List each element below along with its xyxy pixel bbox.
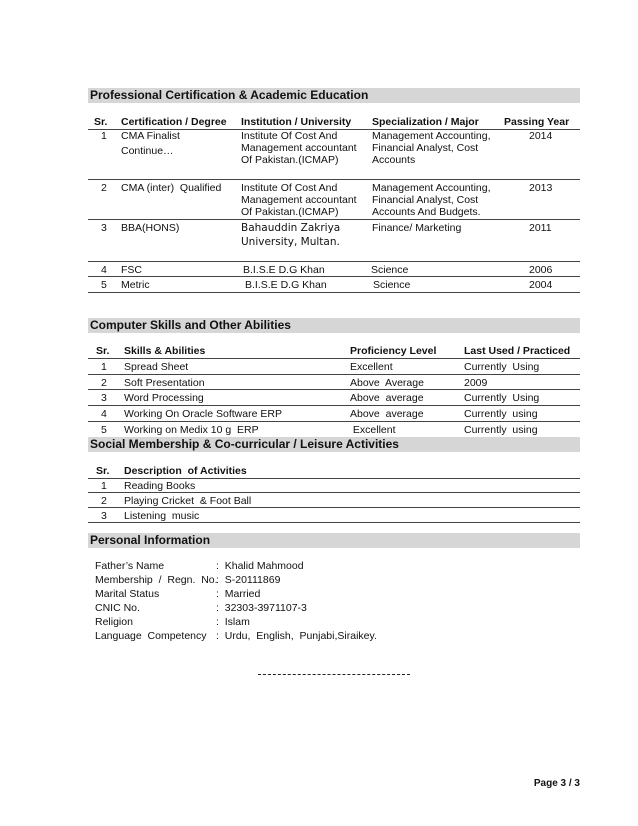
edu-sr: 2 (101, 182, 107, 194)
edu-header-major: Specialization / Major (372, 116, 479, 128)
skill-name: Soft Presentation (124, 377, 205, 389)
personal-heading: Personal Information (88, 533, 580, 548)
edu-year: 2006 (529, 264, 553, 276)
edu-degree: CMA Finalist (121, 130, 180, 142)
edu-degree: BBA(HONS) (121, 222, 180, 234)
skill-last: Currently using (464, 424, 538, 436)
skill-sr: 3 (101, 392, 107, 404)
skill-level: Excellent (350, 424, 396, 436)
edu-row-rule (88, 276, 580, 277)
edu-sr: 5 (101, 279, 107, 291)
skill-level: Above average (350, 392, 424, 404)
edu-sr: 4 (101, 264, 107, 276)
skills-heading: Computer Skills and Other Abilities (88, 318, 580, 333)
personal-value: : Married (216, 588, 261, 600)
skill-row-rule (88, 421, 580, 422)
activity-row-rule (88, 492, 580, 493)
activity-row-rule (88, 507, 580, 508)
personal-label: Religion (95, 616, 133, 628)
skill-sr: 4 (101, 408, 107, 420)
skill-row-rule (88, 374, 580, 375)
personal-label: CNIC No. (95, 602, 140, 614)
skills-header-rule (88, 358, 580, 359)
edu-header-sr: Sr. (94, 116, 108, 128)
edu-row-rule (88, 179, 580, 180)
edu-institution: Management accountant (241, 142, 357, 154)
skill-name: Word Processing (124, 392, 204, 404)
skill-last: Currently Using (464, 361, 540, 373)
skill-level: Excellent (350, 361, 393, 373)
activity-sr: 1 (101, 480, 107, 492)
activity-desc: Reading Books (124, 480, 196, 492)
personal-value: : 32303-3971107-3 (216, 602, 307, 614)
edu-major: Science (371, 264, 409, 276)
personal-value: : S-20111869 (216, 574, 281, 586)
education-heading: Professional Certification & Academic Education (88, 88, 580, 103)
personal-value: : Urdu, English, Punjabi,Siraikey. (216, 630, 377, 642)
skill-row-rule (88, 405, 580, 406)
skill-last: Currently using (464, 408, 538, 420)
edu-degree: Metric (121, 279, 150, 291)
personal-value: : Khalid Mahmood (216, 560, 304, 572)
page-number: Page 3 / 3 (533, 778, 580, 789)
social-header-rule (88, 478, 580, 479)
edu-institution: B.I.S.E D.G Khan (243, 264, 325, 276)
edu-degree: FSC (121, 264, 142, 276)
edu-year: 2011 (529, 222, 552, 234)
edu-institution: B.I.S.E D.G Khan (245, 279, 327, 291)
edu-row-rule (88, 219, 580, 220)
skill-level: Above Average (350, 377, 424, 389)
skill-last: 2009 (464, 377, 488, 389)
activity-desc: Listening music (124, 510, 200, 522)
edu-year: 2014 (529, 130, 553, 142)
activity-sr: 2 (101, 495, 107, 507)
social-header-desc: Description of Activities (124, 465, 247, 477)
edu-degree: Continue… (121, 145, 174, 157)
edu-major: Science (373, 279, 411, 291)
edu-institution: Institute Of Cost And (241, 130, 338, 142)
edu-institution: Of Pakistan.(ICMAP) (241, 154, 339, 166)
skills-header-sr: Sr. (96, 345, 110, 357)
edu-row-rule (88, 292, 580, 293)
edu-institution: Management accountant (241, 194, 357, 206)
skill-sr: 1 (101, 361, 107, 373)
edu-institution: Bahauddin Zakriya (241, 222, 341, 234)
skill-name: Working on Medix 10 g ERP (124, 424, 259, 436)
social-header-sr: Sr. (96, 465, 110, 477)
personal-label: Father’s Name (95, 560, 165, 572)
activity-sr: 3 (101, 510, 107, 522)
personal-value: : Islam (216, 616, 250, 628)
skill-last: Currently Using (464, 392, 540, 404)
skill-name: Working On Oracle Software ERP (124, 408, 282, 420)
edu-major: Management Accounting, (372, 130, 491, 142)
personal-label: Marital Status (95, 588, 160, 600)
edu-sr: 1 (101, 130, 107, 142)
personal-label: Language Competency (95, 630, 207, 642)
edu-major: Accounts (372, 154, 416, 166)
skill-name: Spread Sheet (124, 361, 189, 373)
skills-header-level: Proficiency Level (350, 345, 437, 357)
edu-header-institution: Institution / University (241, 116, 352, 128)
skill-row-rule (88, 389, 580, 390)
edu-year: 2013 (529, 182, 553, 194)
edu-major: Financial Analyst, Cost (372, 142, 479, 154)
edu-major: Management Accounting, (372, 182, 491, 194)
edu-sr: 3 (101, 222, 107, 234)
activity-desc: Playing Cricket & Foot Ball (124, 495, 252, 507)
edu-row-rule (88, 261, 580, 262)
edu-year: 2004 (529, 279, 553, 291)
skill-sr: 2 (101, 377, 107, 389)
social-heading: Social Membership & Co-curricular / Leisure Activities (88, 437, 580, 452)
personal-label: Membership / Regn. No. (95, 574, 218, 586)
edu-header-degree: Certification / Degree (121, 116, 227, 128)
edu-major: Finance/ Marketing (372, 222, 462, 234)
edu-degree: CMA (inter) Qualified (121, 182, 222, 194)
skill-sr: 5 (101, 424, 107, 436)
edu-major: Financial Analyst, Cost (372, 194, 479, 206)
edu-major: Accounts And Budgets. (372, 206, 481, 218)
end-divider (258, 674, 410, 675)
edu-header-year: Passing Year (504, 116, 570, 128)
edu-institution: University, Multan. (241, 236, 340, 248)
edu-institution: Institute Of Cost And (241, 182, 338, 194)
edu-institution: Of Pakistan.(ICMAP) (241, 206, 339, 218)
skill-level: Above average (350, 408, 424, 420)
skills-header-skill: Skills & Abilities (124, 345, 206, 357)
skills-header-last: Last Used / Practiced (464, 345, 571, 357)
activity-row-rule (88, 522, 580, 523)
